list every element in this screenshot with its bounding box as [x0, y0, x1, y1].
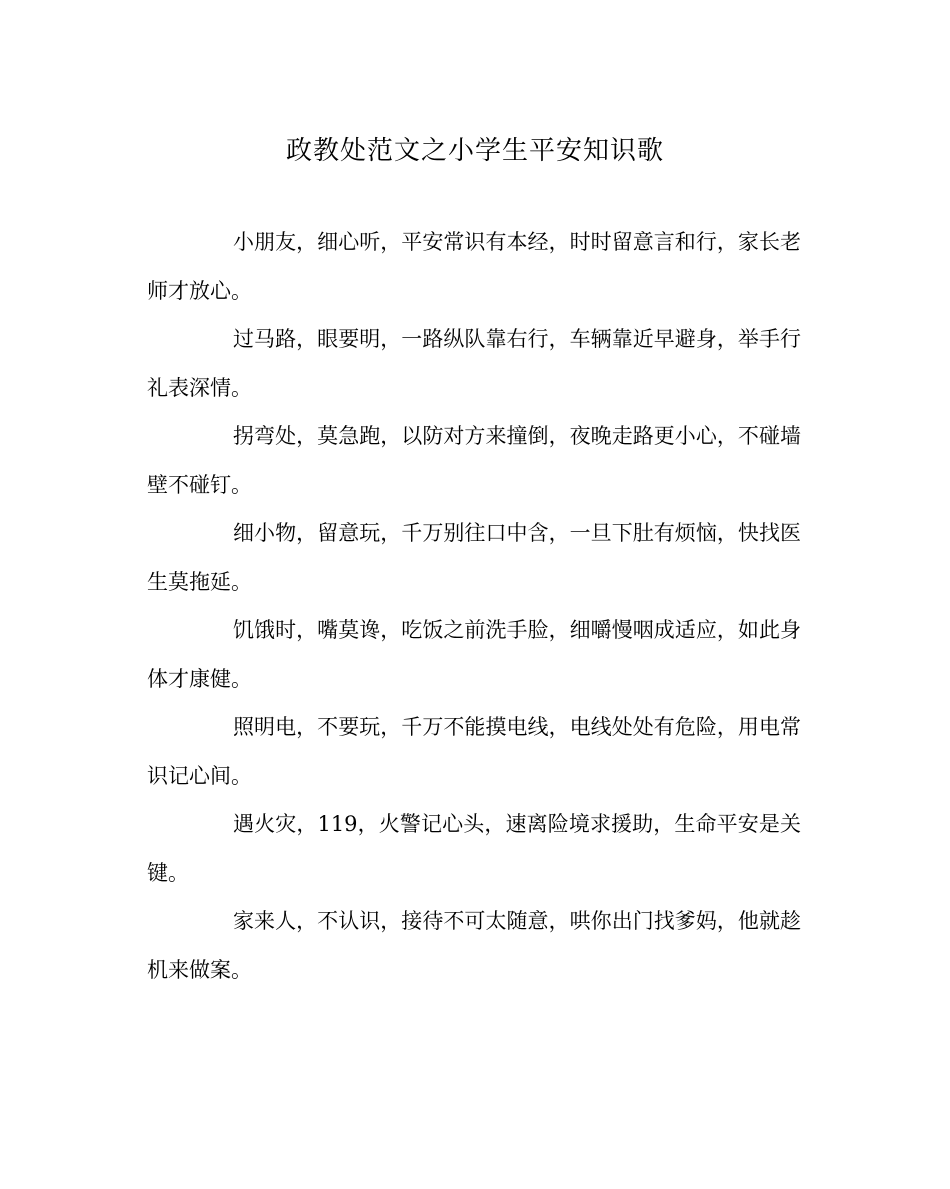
stanza-paragraph: 小朋友，细心听，平安常识有本经，时时留意言和行，家长老师才放心。 [147, 230, 801, 303]
document-title: 政教处范文之小学生平安知识歌 [285, 136, 664, 166]
stanza-paragraph: 细小物，留意玩，千万别往口中含，一旦下肚有烦恼，快找医生莫拖延。 [147, 521, 801, 594]
stanza-paragraph: 过马路，眼要明，一路纵队靠右行，车辆靠近早避身，举手行礼表深情。 [147, 327, 801, 400]
stanza-paragraph: 遇火灾，119，火警记心头，速离险境求援助，生命平安是关键。 [147, 812, 801, 885]
stanza-paragraph: 拐弯处，莫急跑，以防对方来撞倒，夜晚走路更小心，不碰墙壁不碰钉。 [147, 424, 801, 497]
stanza-paragraph: 家来人，不认识，接待不可太随意，哄你出门找爹妈，他就趁机来做案。 [147, 909, 801, 982]
stanza-paragraph: 饥饿时，嘴莫谗，吃饭之前洗手脸，细嚼慢咽成适应，如此身体才康健。 [147, 618, 801, 691]
stanza-paragraph: 照明电，不要玩，千万不能摸电线，电线处处有危险，用电常识记心间。 [147, 715, 801, 788]
document-body [147, 218, 801, 994]
